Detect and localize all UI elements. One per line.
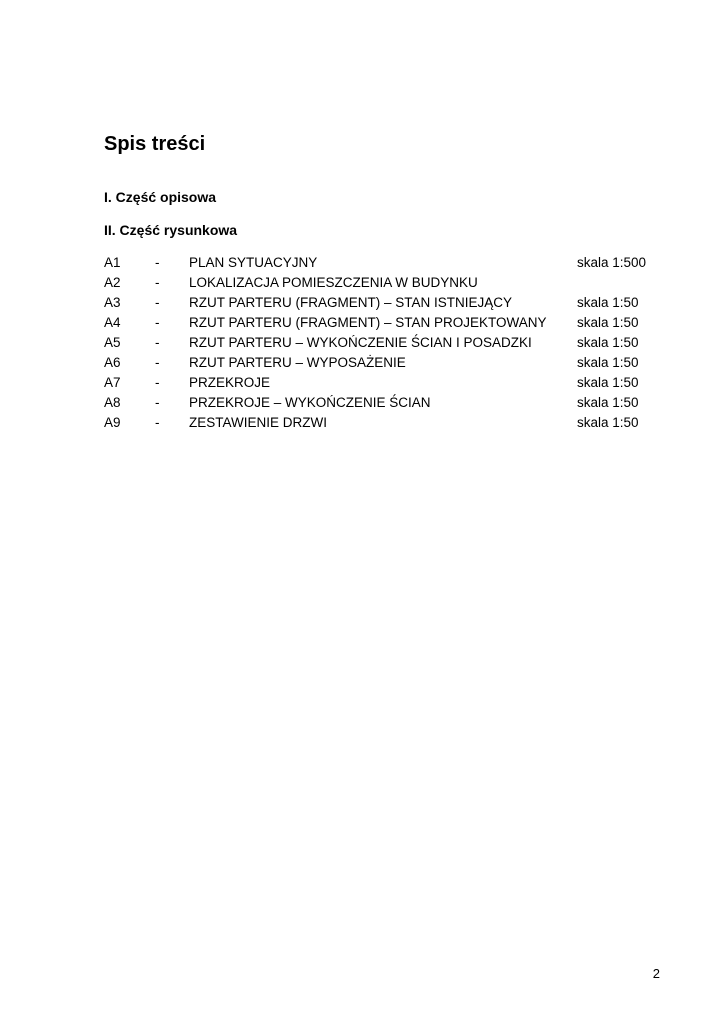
drawing-title: PLAN SYTUACYJNY [189,255,318,270]
drawing-title: RZUT PARTERU – WYKOŃCZENIE ŚCIAN I POSADZKI [189,335,532,350]
separator-dash: - [155,295,160,310]
drawing-scale: skala 1:500 [577,255,647,270]
separator-dash: - [155,315,160,330]
separator-dash: - [155,415,160,430]
drawing-list [0,253,724,433]
drawing-title: PRZEKROJE – WYKOŃCZENIE ŚCIAN [189,395,431,410]
drawing-scale: skala 1:50 [577,375,639,390]
drawing-scale: skala 1:50 [577,415,639,430]
drawing-code: A7 [104,375,121,390]
page-title: Spis treści [104,133,206,155]
drawing-code: A2 [104,275,121,290]
drawing-code: A8 [104,395,121,410]
list-item [0,253,724,273]
list-item [0,413,724,433]
list-item [0,333,724,353]
drawing-code: A5 [104,335,121,350]
page-number: 2 [652,966,660,981]
drawing-scale: skala 1:50 [577,355,639,370]
separator-dash: - [155,375,160,390]
drawing-scale: skala 1:50 [577,295,639,310]
drawing-title: LOKALIZACJA POMIESZCZENIA W BUDYNKU [189,275,478,290]
separator-dash: - [155,255,160,270]
drawing-title: RZUT PARTERU (FRAGMENT) – STAN ISTNIEJĄCY [189,295,513,310]
drawing-title: RZUT PARTERU (FRAGMENT) – STAN PROJEKTOWANY [189,315,547,330]
drawing-code: A1 [104,255,121,270]
drawing-scale: skala 1:50 [577,315,639,330]
drawing-code: A4 [104,315,121,330]
list-item [0,313,724,333]
separator-dash: - [155,335,160,350]
separator-dash: - [155,355,160,370]
list-item [0,393,724,413]
drawing-code: A3 [104,295,121,310]
drawing-title: PRZEKROJE [189,375,271,390]
list-item [0,353,724,373]
drawing-scale: skala 1:50 [577,335,639,350]
list-item [0,373,724,393]
drawing-title: ZESTAWIENIE DRZWI [189,415,327,430]
section-heading-drawings: II. Część rysunkowa [104,222,238,238]
drawing-scale: skala 1:50 [577,395,639,410]
drawing-code: A6 [104,355,121,370]
drawing-code: A9 [104,415,121,430]
list-item [0,293,724,313]
separator-dash: - [155,395,160,410]
section-heading-descriptive: I. Część opisowa [104,189,217,205]
separator-dash: - [155,275,160,290]
drawing-title: RZUT PARTERU – WYPOSAŻENIE [189,355,406,370]
list-item [0,273,724,293]
